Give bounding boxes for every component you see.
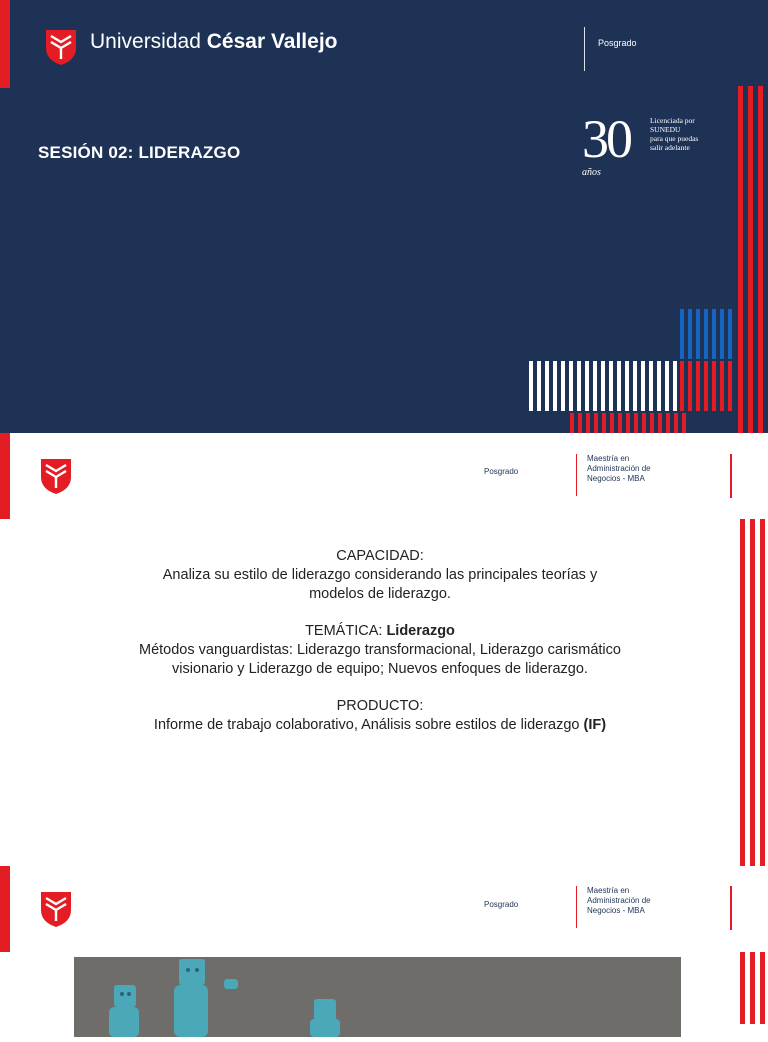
- brand-regular-text: Universidad: [90, 30, 207, 53]
- licensed-line: salir adelante: [650, 143, 690, 152]
- decorative-stripe: [750, 952, 755, 1024]
- slide-body-text: [90, 547, 670, 735]
- decorative-stripe: [740, 519, 745, 866]
- decorative-stripes: [0, 0, 768, 433]
- program-line: Maestría en: [587, 454, 630, 463]
- anniversary-number: 30: [582, 109, 630, 169]
- program-name: [587, 454, 677, 484]
- decorative-stripe: [750, 519, 755, 866]
- posgrado-label: Posgrado: [484, 900, 519, 909]
- capacidad-text: Analiza su estilo de liderazgo considerando las principales teorías y: [162, 567, 598, 583]
- red-accent-bar: [0, 433, 10, 519]
- tematica-value: Liderazgo: [386, 623, 455, 639]
- capacity-slide: [0, 433, 768, 866]
- header-divider: [576, 454, 577, 496]
- program-line: Administración de: [587, 896, 651, 905]
- header-right-line: [730, 886, 732, 930]
- tematica-text: visionario y Liderazgo de equipo; Nuevos enfoques de liderazgo.: [172, 661, 588, 677]
- ucv-shield-logo-icon: [39, 890, 73, 928]
- brand-bold-text: César Vallejo: [206, 30, 338, 53]
- licensed-line: Licenciada por: [650, 116, 695, 125]
- producto-text: Informe de trabajo colaborativo, Análisis sobre estilos de liderazgo: [153, 717, 584, 733]
- capacidad-label: CAPACIDAD:: [336, 548, 424, 564]
- licensed-line: para que puedas: [650, 134, 699, 143]
- producto-label: PRODUCTO:: [336, 698, 424, 714]
- session-title: SESIÓN 02: LIDERAZGO: [38, 143, 241, 162]
- tematica-label: TEMÁTICA:: [305, 623, 387, 639]
- header-right-line: [730, 454, 732, 498]
- team-figures-illustration: [74, 957, 681, 1037]
- capacidad-text: modelos de liderazgo.: [309, 586, 451, 602]
- tematica-text: Métodos vanguardistas: Liderazgo transformacional, Liderazgo carismático: [139, 642, 621, 658]
- ucv-shield-logo-icon: [39, 457, 73, 495]
- posgrado-label: Posgrado: [484, 467, 519, 476]
- program-line: Administración de: [587, 464, 651, 473]
- anniversary-word: años: [582, 167, 601, 178]
- tematica-heading: [90, 622, 670, 641]
- licensed-line: SUNEDU: [650, 125, 681, 134]
- program-line: Negocios - MBA: [587, 474, 645, 483]
- cover-slide: [0, 0, 768, 433]
- program-line: Negocios - MBA: [587, 906, 645, 915]
- producto-code: (IF): [583, 717, 607, 733]
- program-line: Maestría en: [587, 886, 630, 895]
- decorative-stripe: [760, 519, 765, 866]
- decorative-stripe: [760, 952, 765, 1024]
- illustration-image: [74, 957, 681, 1037]
- header-divider: [576, 886, 577, 928]
- producto-line: [90, 716, 670, 735]
- program-name: [587, 886, 677, 916]
- next-slide: [0, 866, 768, 1024]
- red-accent-bar: [0, 866, 10, 952]
- posgrado-label: Posgrado: [598, 38, 637, 48]
- decorative-stripe: [740, 952, 745, 1024]
